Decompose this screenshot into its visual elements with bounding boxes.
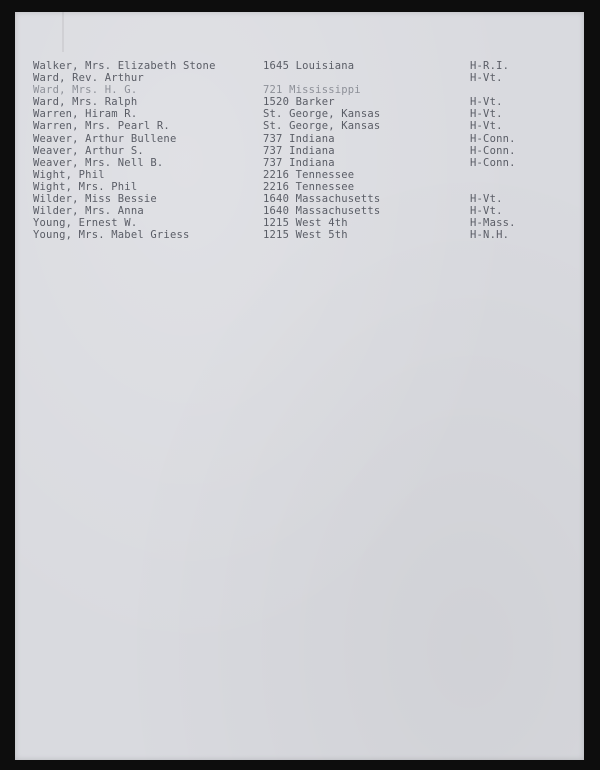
entry-address: 737 Indiana <box>263 144 335 157</box>
entry-address: 721 Mississippi <box>263 84 361 97</box>
entry-name: Wilder, Miss Bessie <box>33 193 157 206</box>
directory-list <box>33 60 573 241</box>
entry-code: H-Conn. <box>470 132 516 145</box>
entry-name: Wight, Phil <box>33 168 105 181</box>
entry-address: 2216 Tennessee <box>263 180 355 193</box>
entry-name: Walker, Mrs. Elizabeth Stone <box>33 60 216 72</box>
entry-code: H-Vt. <box>470 108 503 121</box>
entry-code: H-Conn. <box>470 156 516 169</box>
entry-code: H-Vt. <box>470 120 503 133</box>
list-item <box>33 181 573 193</box>
entry-name: Ward, Rev. Arthur <box>33 72 144 85</box>
entry-name: Young, Mrs. Mabel Griess <box>33 229 190 242</box>
entry-code: H-Vt. <box>470 96 503 109</box>
entry-name: Wilder, Mrs. Anna <box>33 205 144 218</box>
entry-address: 1645 Louisiana <box>263 60 355 72</box>
entry-name: Ward, Mrs. Ralph <box>33 96 138 109</box>
entry-address: 2216 Tennessee <box>263 168 355 181</box>
entry-address: 1640 Massachusetts <box>263 205 381 218</box>
entry-name: Ward, Mrs. H. G. <box>33 84 138 97</box>
entry-address: St. George, Kansas <box>263 120 381 133</box>
entry-code: H-Vt. <box>470 193 503 206</box>
entry-name: Weaver, Arthur S. <box>33 144 144 157</box>
entry-code: H-Vt. <box>470 205 503 218</box>
entry-name: Weaver, Arthur Bullene <box>33 132 177 145</box>
list-item <box>33 84 573 96</box>
list-item <box>33 169 573 181</box>
list-item <box>33 193 573 205</box>
paper-fold <box>62 12 64 52</box>
entry-code: H-Conn. <box>470 144 516 157</box>
list-item <box>33 145 573 157</box>
entry-address: 737 Indiana <box>263 132 335 145</box>
entry-code: H-Mass. <box>470 217 516 230</box>
list-item <box>33 120 573 132</box>
entry-name: Young, Ernest W. <box>33 217 138 230</box>
entry-address: 1520 Barker <box>263 96 335 109</box>
list-item <box>33 72 573 84</box>
list-item <box>33 133 573 145</box>
entry-address: 1215 West 5th <box>263 229 348 242</box>
entry-address: 737 Indiana <box>263 156 335 169</box>
list-item <box>33 217 573 229</box>
entry-code: H-R.I. <box>470 60 510 72</box>
entry-name: Warren, Hiram R. <box>33 108 138 121</box>
list-item <box>33 108 573 120</box>
list-item <box>33 60 573 72</box>
list-item <box>33 229 573 241</box>
entry-name: Warren, Mrs. Pearl R. <box>33 120 170 133</box>
document-page <box>15 12 584 760</box>
entry-name: Wight, Mrs. Phil <box>33 180 138 193</box>
list-item <box>33 205 573 217</box>
entry-address: St. George, Kansas <box>263 108 381 121</box>
entry-code: H-Vt. <box>470 72 503 85</box>
entry-code: H-N.H. <box>470 229 510 242</box>
list-item <box>33 157 573 169</box>
list-item <box>33 96 573 108</box>
entry-name: Weaver, Mrs. Nell B. <box>33 156 164 169</box>
entry-address: 1640 Massachusetts <box>263 193 381 206</box>
entry-address: 1215 West 4th <box>263 217 348 230</box>
